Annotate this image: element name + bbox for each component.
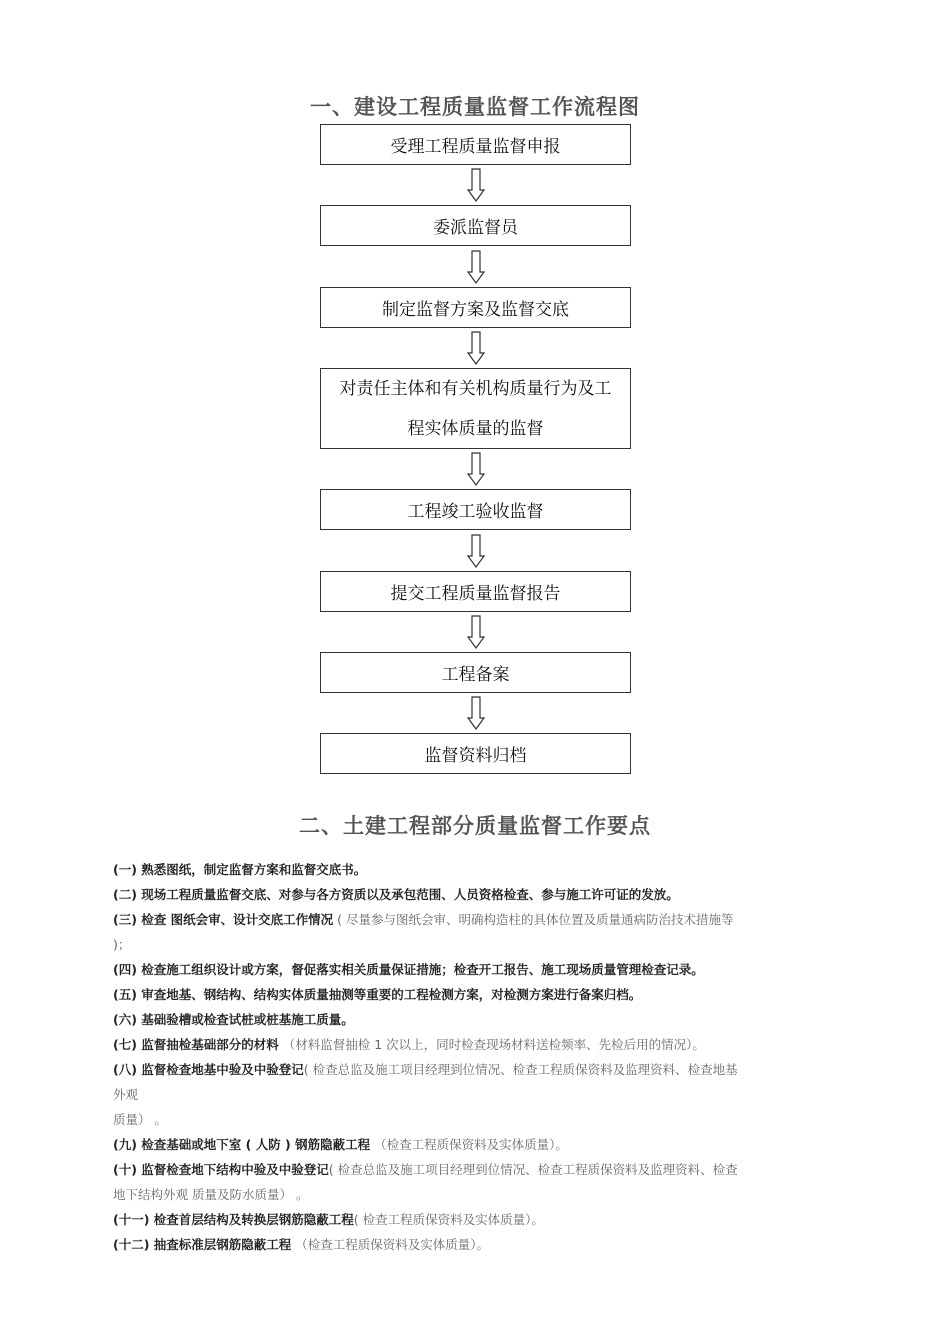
list-item: (六) 基础验槽或检查试桩或桩基施工质量。 (113, 1012, 354, 1027)
list-item: (十一) 检查首层结构及转换层钢筋隐蔽工程( 检查工程质保资料及实体质量）。 (113, 1212, 544, 1227)
down-arrow-icon (467, 250, 485, 284)
list-item: (一) 熟悉图纸，制定监督方案和监督交底书。 (113, 862, 367, 877)
flow-step-4-line-2: 程实体质量的监督 (407, 418, 544, 439)
down-arrow-icon (467, 331, 485, 365)
flowchart-title: 一、建设工程质量监督工作流程图 (310, 95, 640, 119)
flow-step-1: 受理工程质量监督申报 (320, 124, 631, 165)
flow-step-4-line-1: 对责任主体和有关机构质量行为及工 (339, 378, 612, 399)
key-points-list (113, 857, 843, 1257)
list-item: (四) 检查施工组织设计或方案，督促落实相关质量保证措施；检查开工报告、施工现场质量管理检查记录。 (113, 962, 704, 977)
flow-step-7: 工程备案 (320, 652, 631, 693)
down-arrow-icon (467, 534, 485, 568)
list-item: (三) 检查 图纸会审、设计交底工作情况 ( 尽量参与图纸会审、明确构造柱的具体位置及质量通病防治技术措施等 )； (113, 912, 734, 952)
flow-step-4 (320, 368, 631, 449)
list-item: (七) 监督抽检基础部分的材料 （材料监督抽检 1 次以上，同时检查现场材料送检频率、先检后用的情况）。 (113, 1037, 705, 1052)
flow-step-8: 监督资料归档 (320, 733, 631, 774)
flow-step-5: 工程竣工验收监督 (320, 489, 631, 530)
down-arrow-icon (467, 168, 485, 202)
down-arrow-icon (467, 696, 485, 730)
flow-step-2: 委派监督员 (320, 205, 631, 246)
list-item: (十二) 抽查标准层钢筋隐蔽工程 （检查工程质保资料及实体质量）。 (113, 1237, 490, 1252)
down-arrow-icon (467, 452, 485, 486)
key-points-title: 二、土建工程部分质量监督工作要点 (299, 814, 651, 838)
flow-step-6: 提交工程质量监督报告 (320, 571, 631, 612)
list-item: (十) 监督检查地下结构中验及中验登记( 检查总监及施工项目经理到位情况、检查工程质保资料及监理资料、检查 地下结构外观 质量及防水质量） 。 (113, 1162, 738, 1202)
flow-step-3: 制定监督方案及监督交底 (320, 287, 631, 328)
list-item: (五) 审查地基、钢结构、结构实体质量抽测等重要的工程检测方案，对检测方案进行备案归档。 (113, 987, 642, 1002)
list-item: (二) 现场工程质量监督交底、对参与各方资质以及承包范围、人员资格检查、参与施工许可证的发放。 (113, 887, 679, 902)
list-item: (八) 监督检查地基中验及中验登记( 检查总监及施工项目经理到位情况、检查工程质保资料及监理资料、检查地基 外观 质量） 。 (113, 1062, 738, 1127)
down-arrow-icon (467, 615, 485, 649)
list-item: (九) 检查基础或地下室 ( 人防 ) 钢筋隐蔽工程 （检查工程质保资料及实体质量）。 (113, 1137, 568, 1152)
